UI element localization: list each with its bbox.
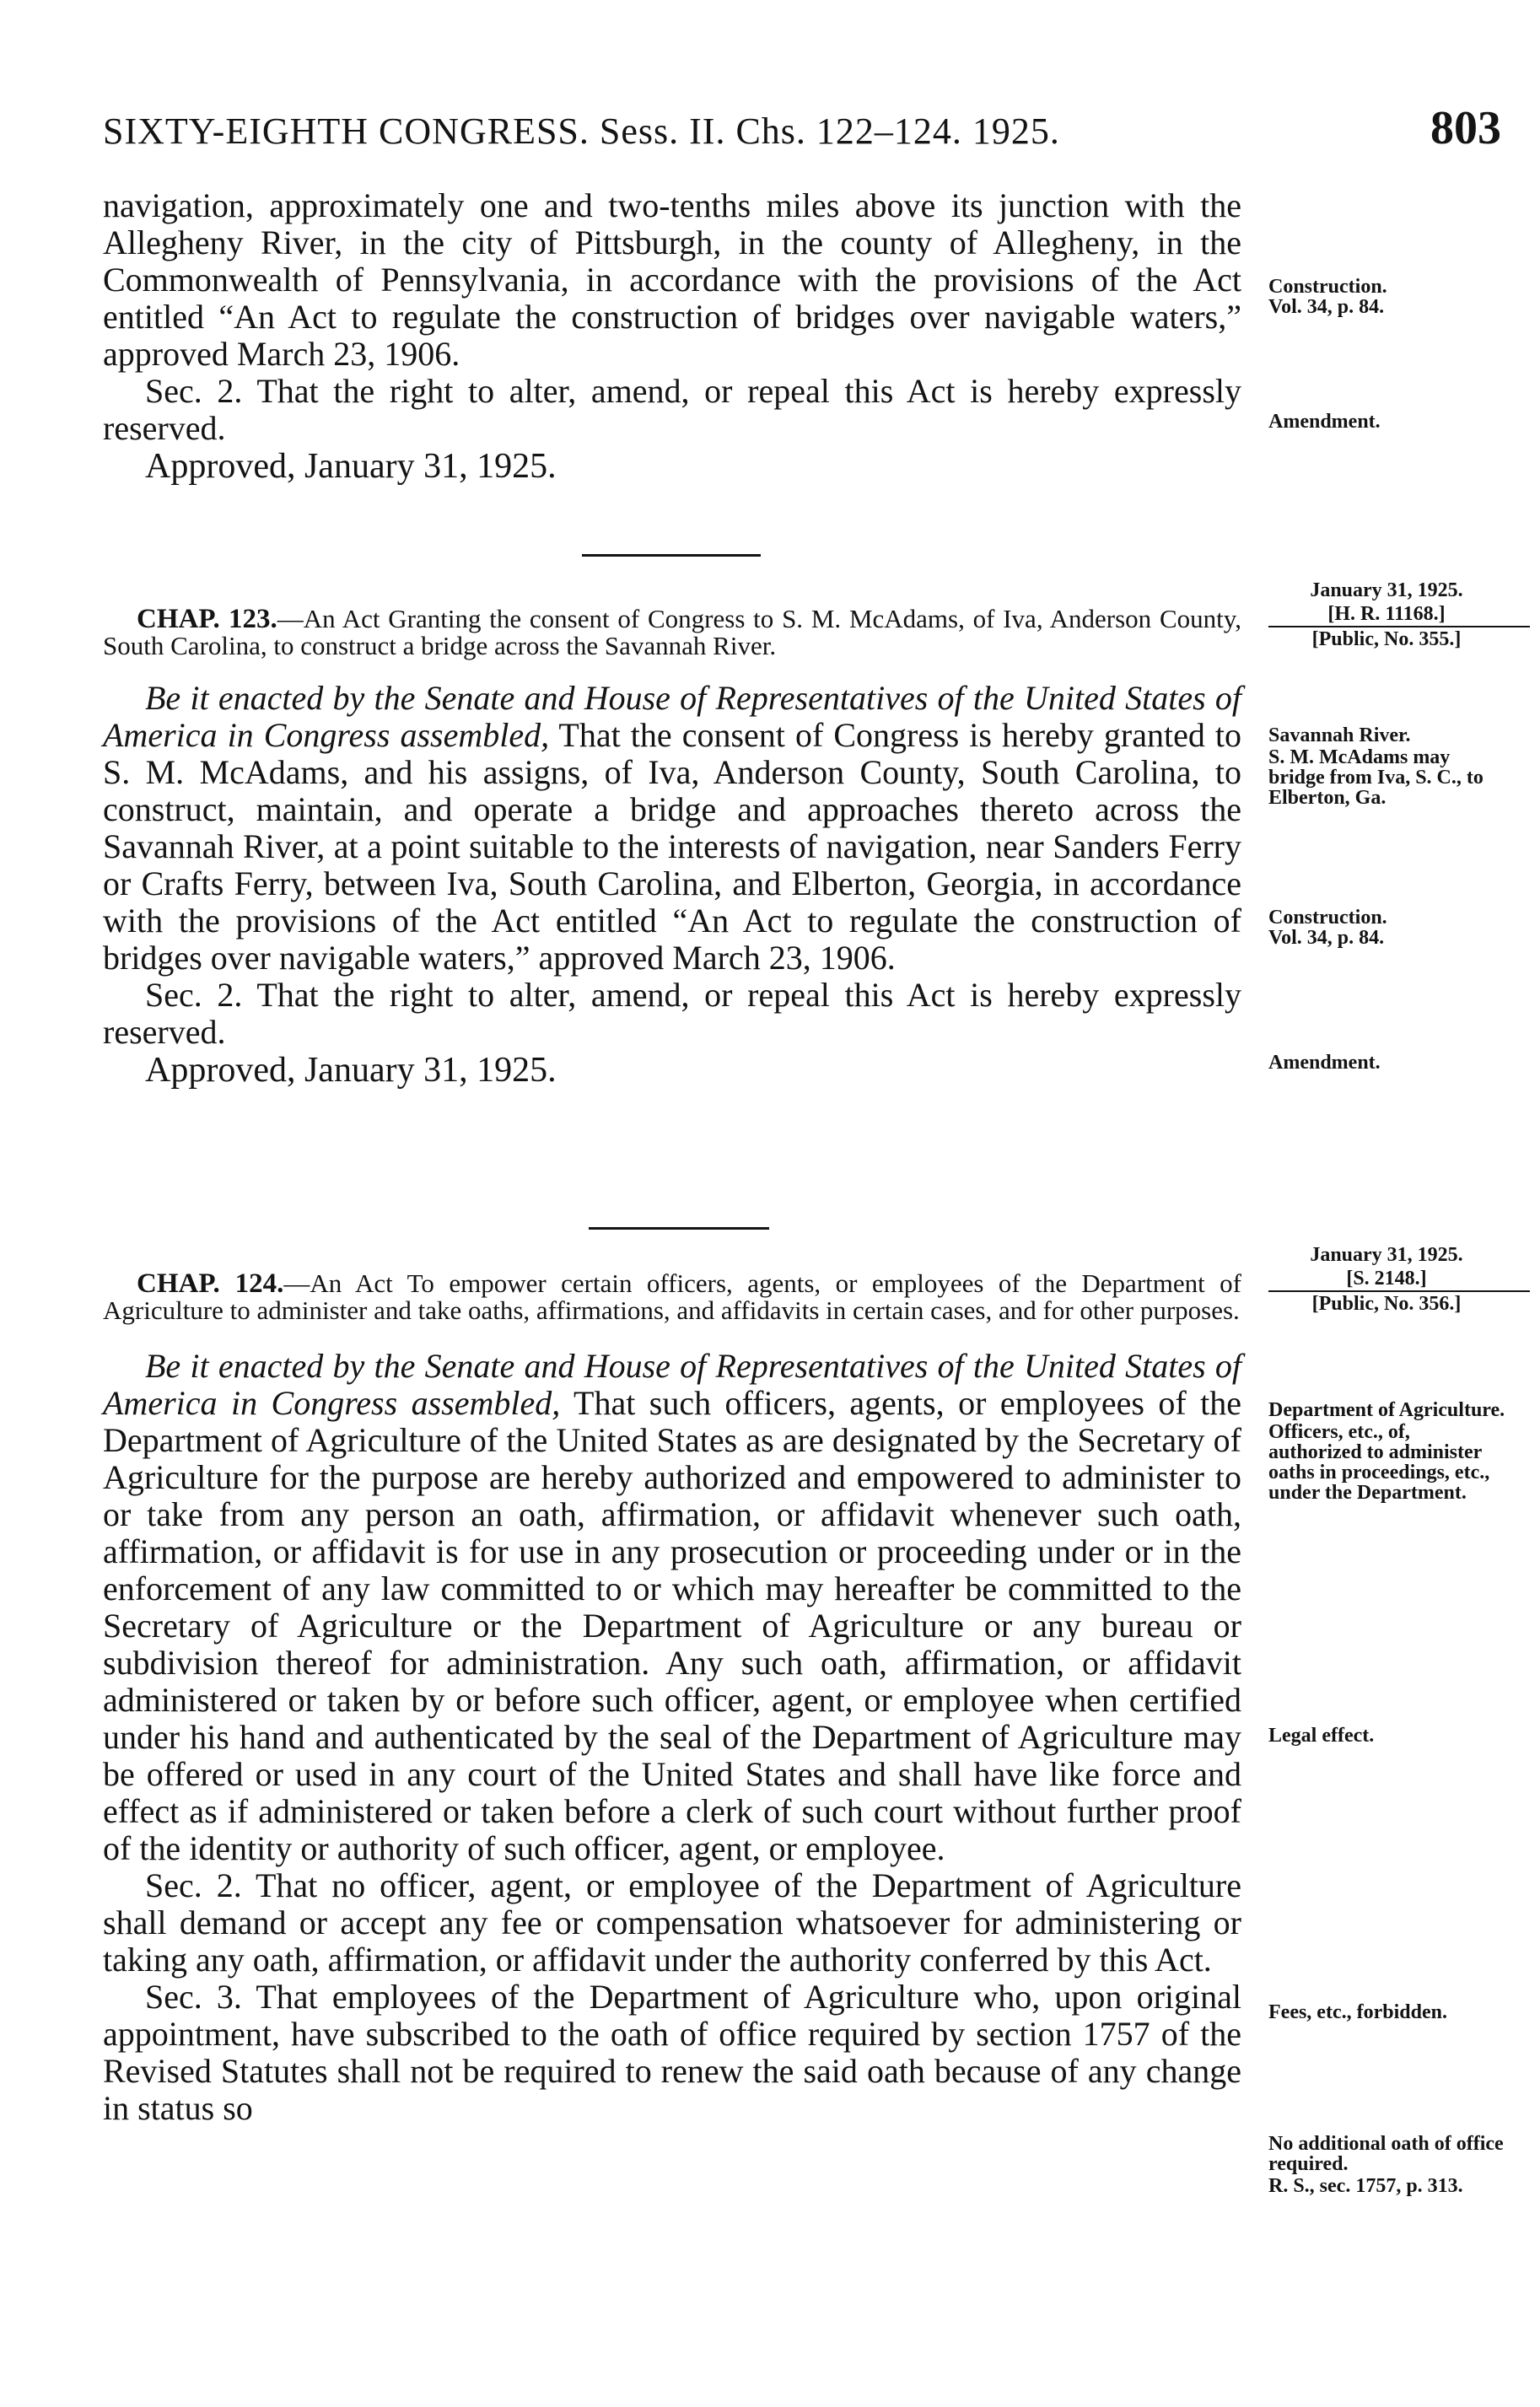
chapter-122-continuation [103, 187, 1241, 486]
running-head: SIXTY-EIGHTH CONGRESS. Sess. II. Chs. 122–124. 1925. [103, 110, 1060, 152]
ch124-margin-legal-effect: Legal effect. [1268, 1725, 1375, 1747]
ch123-margin-construction: Construction. [1268, 907, 1387, 929]
chapter-124 [103, 1270, 1241, 2127]
ch123-margin-vol: Vol. 34, p. 84. [1268, 927, 1385, 949]
ch122-body-text: navigation, approximately one and two-tenths miles above its junction with the Allegheny River, in the city of Pittsburgh, in the county of Allegheny, in the Commonwealth of Pennsylvania, in accordance with the provisions of the Act entitled “An Act to regulate the construction of bridges over navigable waters,” approved March 23, 1906. [103, 186, 1241, 373]
section-divider-rule [582, 554, 761, 557]
page-number: 803 [1430, 102, 1501, 154]
chapter-123 [103, 606, 1241, 1090]
ch124-bill-number: [S. 2148.] [1268, 1267, 1530, 1292]
ch123-sec1-text: That the consent of Congress is hereby granted to S. M. McAdams, and his assigns, of Iva, Anderson County, South Carolina, to construct, maintain, and operate a bridge and approaches thereto across the Savannah River, at a point suitable to the interests of navigation, near Sanders Ferry or Crafts Ferry, between Iva, South Carolina, and Elberton, Georgia, in accordance with the provisions of the Act entitled “An Act to regulate the construction of bridges over navigable waters,” approved March 23, 1906. [103, 716, 1241, 977]
ch124-sec2: Sec. 2. That no officer, agent, or employee of the Department of Agriculture shall demand or accept any fee or compensation whatsoever for administering or taking any oath, affirmation, or affidavit under the authority conferred by this Act. [103, 1866, 1241, 1979]
ch123-sec2: Sec. 2. That the right to alter, amend, or repeal this Act is hereby expressly reserved. [103, 976, 1241, 1051]
ch122-approved: Approved, January 31, 1925. [145, 447, 557, 486]
page-header [103, 101, 1501, 169]
ch122-margin-amendment: Amendment. [1268, 411, 1381, 433]
ch123-margin-mcadams: S. M. McAdams may bridge from Iva, S. C., to Elberton, Ga. [1268, 746, 1483, 809]
ch123-margin-amendment: Amendment. [1268, 1052, 1381, 1074]
ch123-reference-block [1268, 579, 1505, 651]
ch124-section-1 [103, 1348, 1241, 1867]
ch124-margin-department: Department of Agriculture. [1268, 1399, 1505, 1421]
ch124-reference-block [1268, 1243, 1505, 1316]
ch123-margin-river: Savannah River. [1268, 724, 1411, 746]
ch124-margin-no-oath: No additional oath of office required. [1268, 2133, 1504, 2175]
ch124-margin-rs: R. S., sec. 1757, p. 313. [1268, 2175, 1463, 2197]
ch123-approved: Approved, January 31, 1925. [145, 1051, 557, 1090]
section-divider-rule-2 [589, 1227, 769, 1230]
ch124-margin-fees: Fees, etc., forbidden. [1268, 2001, 1447, 2023]
ch122-margin-vol: Vol. 34, p. 84. [1268, 296, 1385, 318]
ch124-chapter-label: CHAP. 124. [137, 1268, 284, 1299]
ch123-title-text: —An Act Granting the consent of Congress to S. M. McAdams, of Iva, Anderson County, South Carolina, to construct a bridge across the Savannah River. [103, 604, 1241, 660]
ch123-title [103, 606, 1241, 660]
ch123-public-number: [Public, No. 355.] [1311, 628, 1462, 650]
ch123-chapter-label: CHAP. 123. [137, 604, 277, 634]
ch123-enacting-clause: Be it enacted by the Senate and House of Representatives of the United States of America in Congress assembled, [103, 679, 1241, 754]
ch124-date: January 31, 1925. [1310, 1244, 1463, 1266]
ch124-margin-officers: Officers, etc., of, authorized to administer oaths in proceedings, etc., under the Department. [1268, 1421, 1490, 1504]
ch122-sec2: Sec. 2. That the right to alter, amend, or repeal this Act is hereby expressly reserved. [103, 372, 1241, 447]
ch123-bill-number: [H. R. 11168.] [1268, 602, 1530, 627]
ch124-enacting-clause: Be it enacted by the Senate and House of Representatives of the United States of America in Congress assembled, [103, 1347, 1241, 1422]
ch124-sec3: Sec. 3. That employees of the Department of Agriculture who, upon original appointment, have subscribed to the oath of office required by section 1757 of the Revised Statutes shall not be required to renew the said oath because of any change in status so [103, 1978, 1241, 2127]
ch123-section-1 [103, 680, 1241, 977]
ch124-public-number: [Public, No. 356.] [1311, 1293, 1462, 1315]
ch124-title [103, 1270, 1241, 1324]
ch123-date: January 31, 1925. [1310, 579, 1463, 601]
ch124-title-text: —An Act To empower certain officers, agents, or employees of the Department of Agriculture to administer and take oaths, affirmations, and affidavits in certain cases, and for other purposes. [103, 1268, 1241, 1325]
ch122-margin-construction: Construction. [1268, 276, 1387, 298]
ch124-sec1-text: That such officers, agents, or employees of the Department of Agriculture of the United States as are designated by the Secretary of Agriculture for the purpose are hereby authorized and empowered to administer to or take from any person an oath, affirmation, or affidavit whenever such oath, affirmation, or affidavit is for use in any prosecution or proceeding under or in the enforcement of any law committed to or which may hereafter be committed to the Secretary of Agriculture or the Department of Agriculture or any bureau or subdivision thereof for administration. Any such oath, affirmation, or affidavit administered or taken by or before such officer, agent, or employee when certified under his hand and authenticated by the seal of the Department of Agriculture may be offered or used in any court of the United States and shall have like force and effect as if administered or taken before a clerk of such court without further proof of the identity or authority of such officer, agent, or employee. [103, 1384, 1241, 1867]
